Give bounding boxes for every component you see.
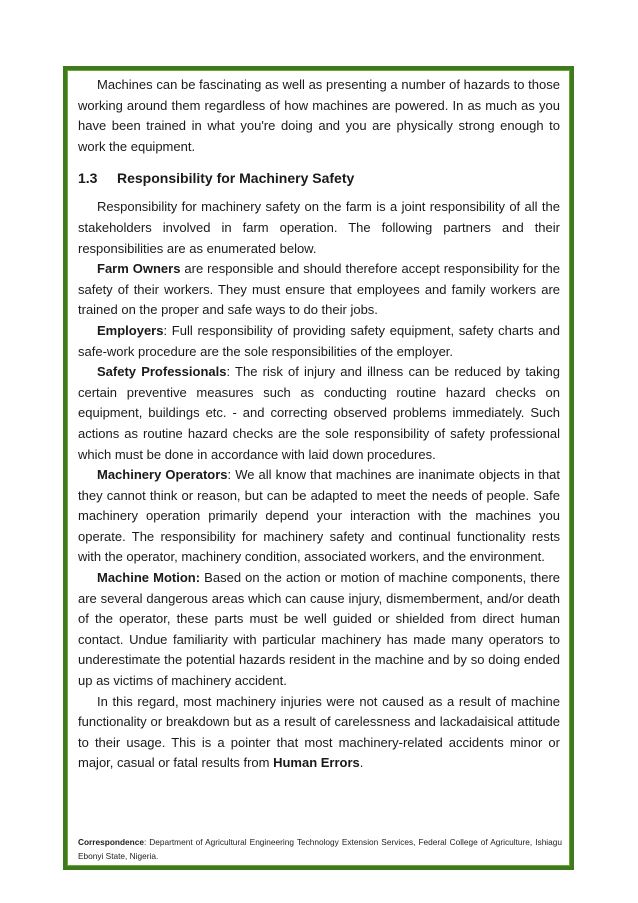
conclusion-paragraph [78, 692, 560, 774]
machinery-operators-text: : We all know that machines are inanimate objects in that they cannot think or reason, but can be adapted to meet the needs of people. Safe machinery operation primarily depend your interaction with the machines you operate. The responsibility for machinery safety and continual functionality rests with the operator, machinery condition, associated workers, and the environment. [78, 467, 560, 565]
machinery-operators-term: Machinery Operators [97, 467, 228, 483]
machine-motion-paragraph [78, 568, 560, 692]
correspondence-label: Correspondence [78, 837, 144, 847]
farm-owners-text: are responsible and should therefore accept responsibility for the safety of their workers. They must ensure that employees and family workers are trained on the proper and safe ways to do their jobs. [78, 261, 561, 318]
employers-text: : Full responsibility of providing safety equipment, safety charts and safe-work procedure are the sole responsibilities of the employer. [78, 322, 560, 359]
responsibility-paragraph: Responsibility for machinery safety on the farm is a joint responsibility of all the stakeholders involved in farm operation. The following partners and their responsibilities are as enumerated below. [78, 199, 560, 256]
conclusion-end: . [359, 755, 364, 771]
machinery-operators-paragraph [78, 465, 560, 568]
employers-paragraph [78, 321, 560, 362]
section-number: 1.3 [78, 170, 98, 187]
correspondence-text: : Department of Agricultural Engineering Technology Extension Services, Federal College of Agriculture, Ishiagu Ebonyi State, Nigeria. [78, 837, 562, 861]
conclusion-text: In this regard, most machinery injuries were not caused as a result of machine functionality or breakdown but as a result of carelessness and lackadaisical attitude to their usage. This is a pointer that most machinery-related accidents minor or major, casual or fatal results from [78, 693, 560, 771]
correspondence-footer [78, 836, 562, 863]
human-errors-emphasis: Human Errors [273, 755, 360, 771]
safety-professionals-paragraph [78, 362, 560, 465]
page-body [78, 75, 560, 774]
safety-professionals-term: Safety Professionals [97, 364, 227, 380]
section-heading [78, 168, 560, 188]
section-title: Responsibility for Machinery Safety [117, 170, 355, 187]
farm-owners-term: Farm Owners [97, 261, 181, 277]
farm-owners-paragraph [78, 259, 560, 321]
intro-paragraph: Machines can be fascinating as well as presenting a number of hazards to those working around them regardless of how machines are powered. In as much as you have been trained in what you're doing and you are physically strong enough to work the equipment. [78, 77, 560, 154]
safety-professionals-text: : The risk of injury and illness can be reduced by taking certain preventive measures such as conducting routine hazard checks on equipment, buildings etc. - and correcting observed problems immediately. Such actions as routine hazard checks are the sole responsibility of safety professional which must be done in accordance with laid down procedures. [78, 364, 561, 462]
machine-motion-term: Machine Motion: [97, 570, 201, 586]
employers-term: Employers [97, 322, 164, 338]
machine-motion-text: Based on the action or motion of machine components, there are several dangerous areas which can cause injury, dismemberment, and/or death of the operator, these parts must be well guided or shielded from direct human contact. Undue familiarity with particular machinery has made many operators to underestimate the potential hazards resident in the machine and by so doing ended up as victims of machinery accident. [78, 570, 560, 689]
